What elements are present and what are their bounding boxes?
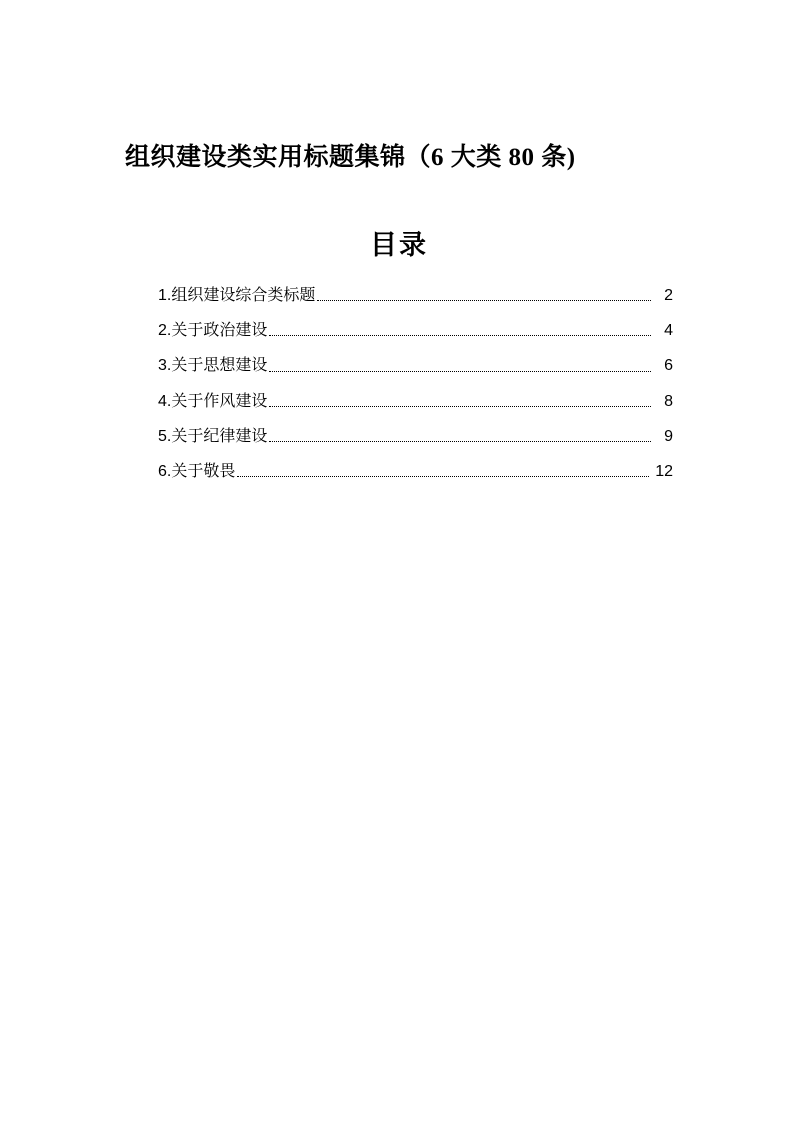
toc-entry-page: 9 — [664, 427, 673, 445]
table-of-contents — [125, 278, 673, 489]
toc-entry-label: 4.关于作风建设 — [158, 392, 268, 410]
toc-entry-4[interactable] — [158, 384, 673, 419]
toc-entry-2[interactable] — [158, 313, 673, 348]
toc-entry-page: 12 — [655, 462, 673, 480]
toc-entry-label: 5.关于纪律建设 — [158, 427, 268, 445]
toc-entry-label: 3.关于思想建设 — [158, 357, 268, 375]
toc-entry-page: 4 — [664, 322, 673, 340]
page-content — [125, 120, 673, 489]
toc-leader-dots — [269, 440, 651, 442]
toc-entry-1[interactable] — [158, 278, 673, 313]
toc-entry-5[interactable] — [158, 419, 673, 454]
toc-leader-dots — [237, 475, 649, 477]
toc-entry-page: 2 — [664, 287, 673, 304]
toc-entry-label: 6.关于敬畏 — [158, 462, 236, 480]
toc-entry-page: 6 — [664, 357, 673, 375]
toc-leader-dots — [317, 299, 651, 301]
toc-entry-label: 1.组织建设综合类标题 — [158, 287, 316, 304]
page-title: 组织建设类实用标题集锦（6 大类 80 条) — [125, 144, 576, 171]
toc-entry-3[interactable] — [158, 348, 673, 383]
toc-heading: 目录 — [370, 230, 428, 260]
toc-leader-dots — [269, 370, 651, 372]
toc-leader-dots — [269, 405, 651, 407]
toc-entry-label: 2.关于政治建设 — [158, 322, 268, 340]
toc-entry-page: 8 — [664, 392, 673, 410]
toc-leader-dots — [269, 334, 651, 336]
toc-entry-6[interactable] — [158, 454, 673, 489]
